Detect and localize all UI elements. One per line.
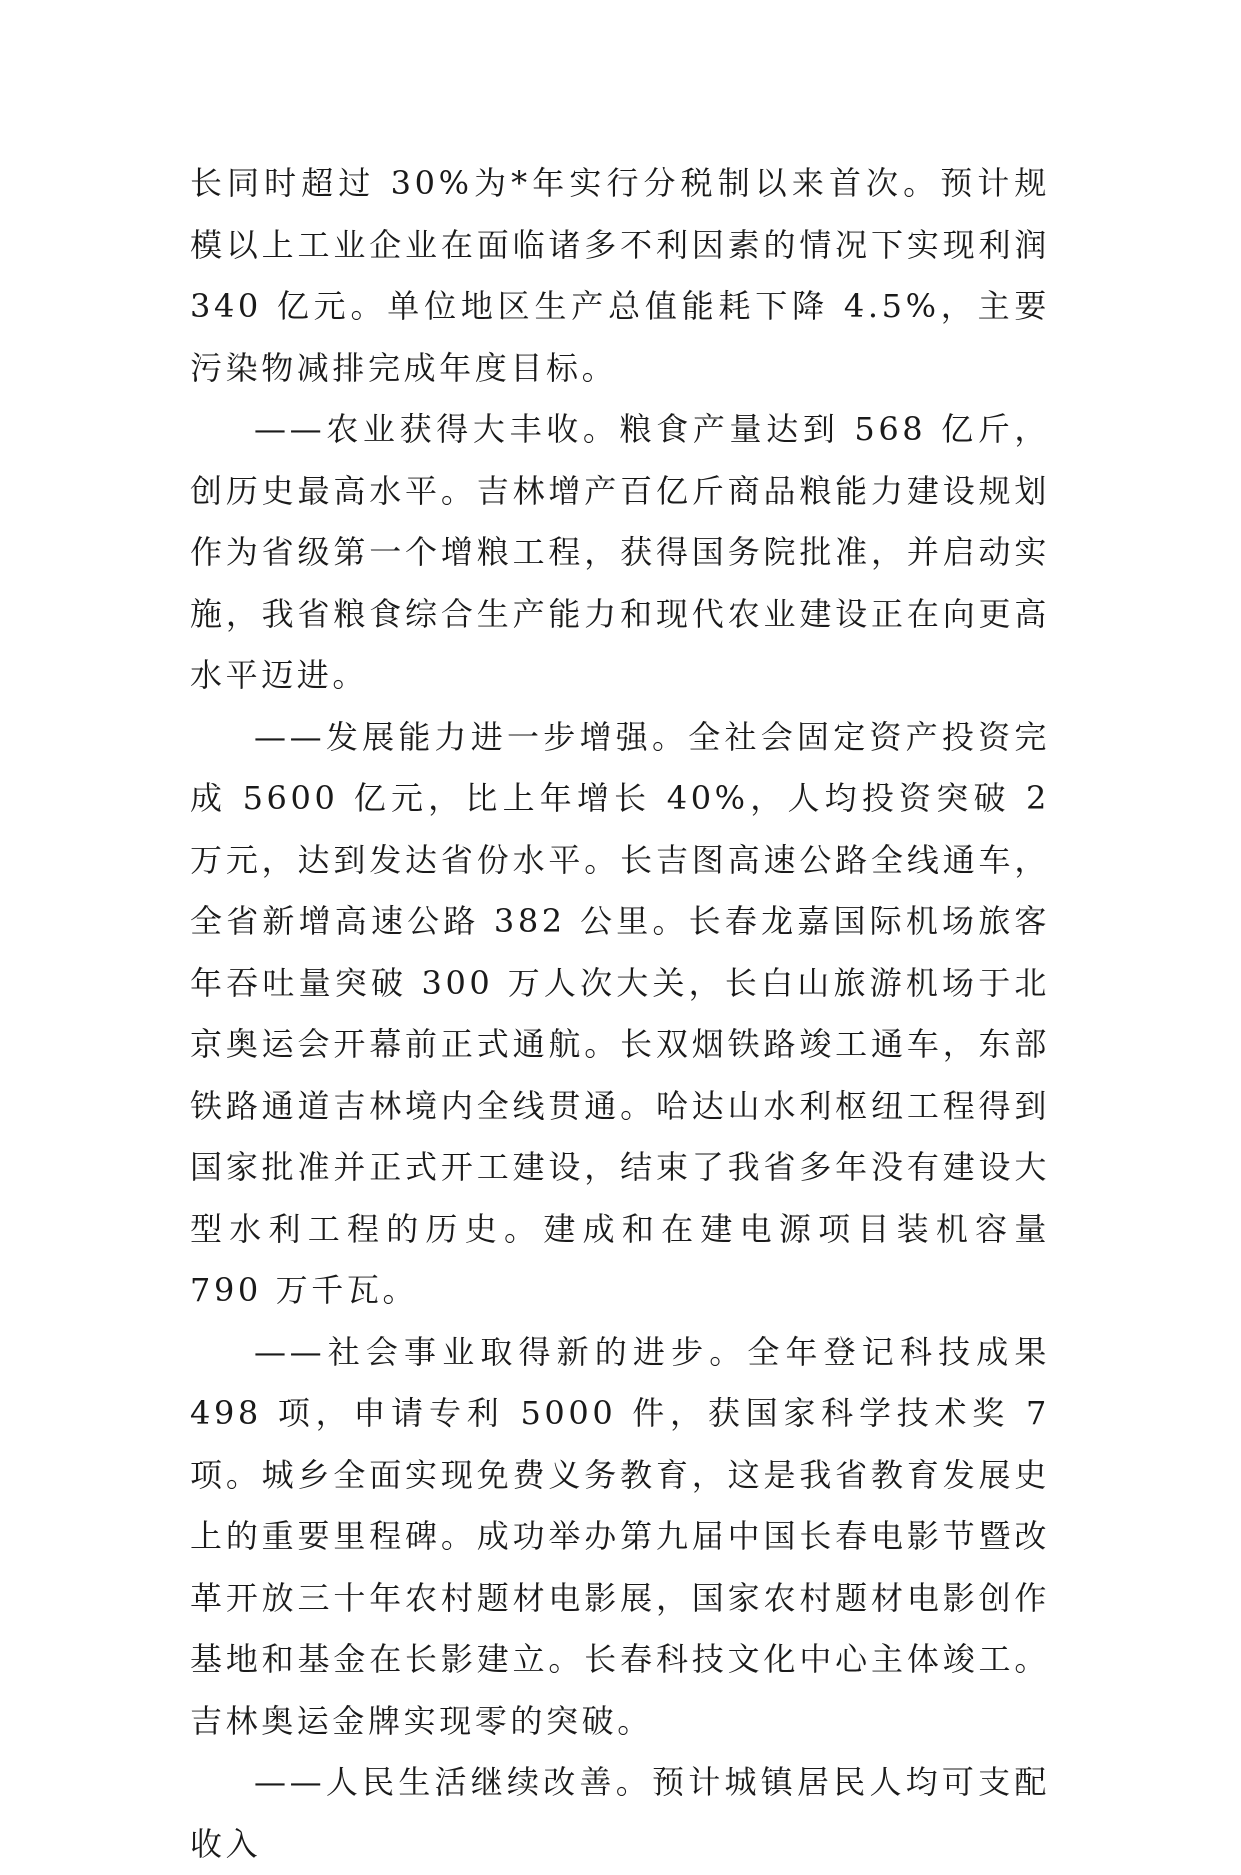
paragraph-development-capacity: ——发展能力进一步增强。全社会固定资产投资完成 5600 亿元，比上年增长 40%，人均投资突破 2 万元，达到发达省份水平。长吉图高速公路全线通车，全省新增高速公路 382 公里。长春龙嘉国际机场旅客年吞吐量突破 300 万人次大关，长白山旅游机场于北京奥运会开幕前正式通航。长双烟铁路竣工通车，东部铁路通道吉林境内全线贯通。哈达山水利枢纽工程得到国家批准并正式开工建设，结束了我省多年没有建设大型水利工程的历史。建成和在建电源项目装机容量 790 万千瓦。 — [190, 717, 1050, 1309]
paragraph-fiscal-industry: 长同时超过 30%为*年实行分税制以来首次。预计规模以上工业企业在面临诸多不利因素的情况下实现利润 340 亿元。单位地区生产总值能耗下降 4.5%，主要污染物减排完成年度目标。 — [190, 164, 1050, 387]
paragraph-agriculture: ——农业获得大丰收。粮食产量达到 568 亿斤，创历史最高水平。吉林增产百亿斤商品粮能力建设规划作为省级第一个增粮工程，获得国务院批准，并启动实施，我省粮食综合生产能力和现代农业建设正在向更高水平迈进。 — [190, 410, 1050, 694]
document-body — [190, 153, 1050, 1875]
paragraph-living-standards: ——人民生活继续改善。预计城镇居民人均可支配收入 — [190, 1763, 1050, 1863]
paragraph-social-undertakings: ——社会事业取得新的进步。全年登记科技成果 498 项，申请专利 5000 件，获国家科学技术奖 7 项。城乡全面实现免费义务教育，这是我省教育发展史上的重要里程碑。成功举办第九届中国长春电影节暨改革开放三十年农村题材电影展，国家农村题材电影创作基地和基金在长影建立。长春科技文化中心主体竣工。吉林奥运金牌实现零的突破。 — [190, 1332, 1050, 1740]
